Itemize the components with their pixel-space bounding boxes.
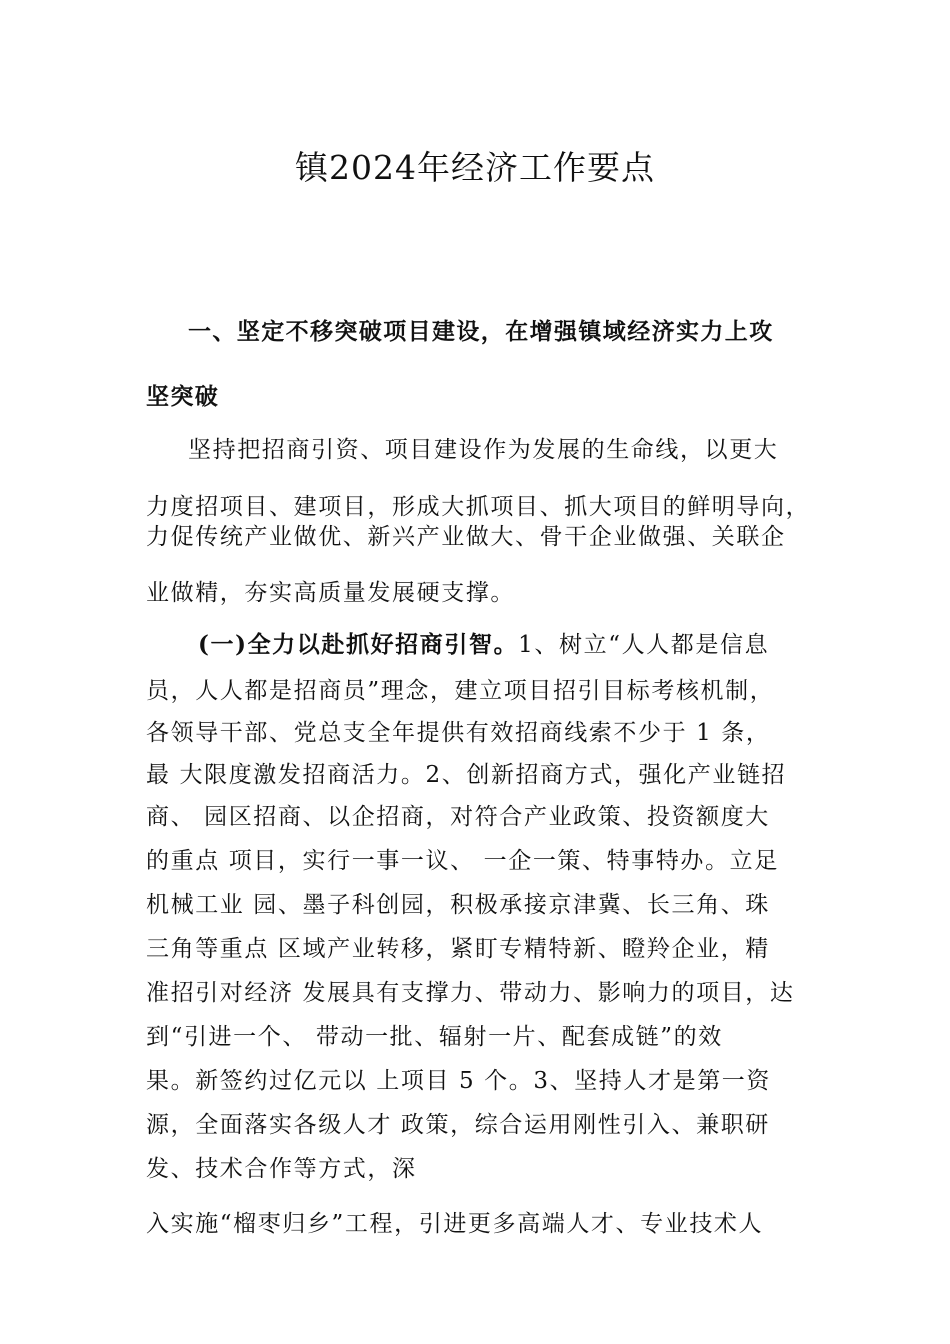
paragraph-line: 入实施“榴枣归乡”工程，引进更多高端人才、专业技术人: [146, 1211, 764, 1237]
paragraph-line: 力度招项目、建项目，形成大抓项目、抓大项目的鲜明导向，: [146, 494, 811, 520]
paragraph-line: 力促传统产业做优、新兴产业做大、骨干企业做强、关联企: [146, 524, 786, 550]
paragraph-line: 最 大限度激发招商活力。2、创新招商方式，强化产业链招: [146, 762, 787, 788]
paragraph-line: 商、 园区招商、以企招商，对符合产业政策、投资额度大: [146, 804, 770, 830]
paragraph-line: 业做精，夯实高质量发展硬支撑。: [146, 580, 515, 606]
paragraph-line: 机械工业 园、墨子科创园，积极承接京津冀、长三角、珠: [146, 892, 770, 918]
section-heading-line-2: 坚突破: [146, 383, 220, 410]
paragraph-line: 的重点 项目，实行一事一议、 一企一策、特事特办。立足: [146, 848, 779, 874]
paragraph-text: 1、树立“人人都是信息: [518, 632, 770, 658]
paragraph-line: 果。新签约过亿元以 上项目 5 个。3、坚持人才是第一资: [146, 1068, 771, 1094]
paragraph-line: 员，人人都是招商员”理念，建立项目招引目标考核机制，: [146, 678, 775, 704]
subsection-heading: (一)全力以赴抓好招商引智。: [198, 631, 519, 658]
paragraph-line: [198, 628, 769, 662]
paragraph-line: 三角等重点 区域产业转移，紧盯专精特新、瞪羚企业，精: [146, 936, 770, 962]
paragraph-line: 各领导干部、党总支全年提供有效招商线索不少于 1 条，: [146, 720, 771, 746]
paragraph-line: 坚持把招商引资、项目建设作为发展的生命线，以更大: [188, 437, 779, 463]
document-title: 镇2024年经济工作要点: [295, 148, 655, 187]
section-heading-line-1: 一、坚定不移突破项目建设，在增强镇域经济实力上攻: [188, 318, 774, 345]
paragraph-line: 到“引进一个、 带动一批、辐射一片、配套成链”的效: [146, 1024, 723, 1050]
paragraph-line: 发、技术合作等方式，深: [146, 1156, 417, 1182]
paragraph-line: 源，全面落实各级人才 政策，综合运用刚性引入、兼职研: [146, 1112, 770, 1138]
paragraph-line: 准招引对经济 发展具有支撑力、带动力、影响力的项目，达: [146, 980, 795, 1006]
